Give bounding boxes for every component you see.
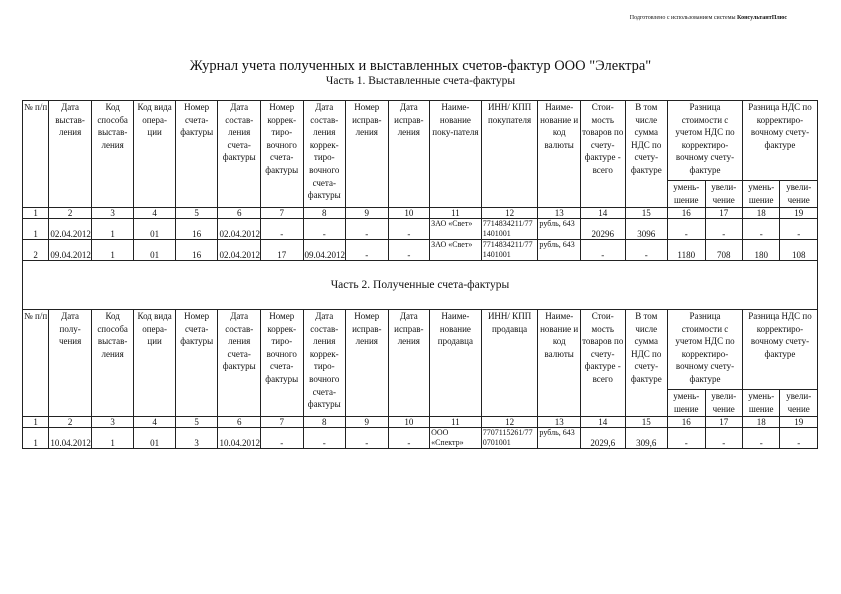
table-cell: 09.04.2012 — [303, 240, 346, 261]
table-cell: 01 — [134, 219, 176, 240]
table-cell: 10.04.2012 — [49, 428, 92, 449]
table-cell: - — [346, 428, 389, 449]
column-number: 5 — [175, 208, 218, 219]
part1-col-header-1: № п/п — [23, 101, 49, 208]
part1-col-header-15: В том числе сумма НДС по счету-фактуре — [625, 101, 668, 208]
table-cell: 20296 — [580, 219, 625, 240]
part2-title-row — [23, 261, 818, 310]
part1-col-header-6: Дата состав-ления счета-фактуры — [218, 101, 261, 208]
table-cell: 1 — [23, 428, 49, 449]
column-number: 15 — [625, 417, 668, 428]
column-number: 7 — [260, 208, 303, 219]
column-number: 4 — [134, 417, 176, 428]
table-cell: - — [346, 219, 389, 240]
column-number: 7 — [260, 417, 303, 428]
part2-col-header-15: В том числе сумма НДС по счету-фактуре — [625, 310, 668, 417]
table-cell: - — [780, 219, 818, 240]
table-cell: 10.04.2012 — [218, 428, 261, 449]
part2-col-header-5: Номер счета-фактуры — [175, 310, 218, 417]
table-cell: 2 — [23, 240, 49, 261]
part1-group-vat-header: Разница НДС по корректиро-вочному счету-фактуре — [742, 101, 817, 181]
part2-col-header-9: Номер исправ-ления — [346, 310, 389, 417]
table-cell: 01 — [134, 240, 176, 261]
table-cell: 02.04.2012 — [218, 219, 261, 240]
table-cell: ЗАО «Свет» — [430, 240, 482, 261]
column-number: 14 — [580, 208, 625, 219]
part2-col-header-4: Код вида опера-ции — [134, 310, 176, 417]
table-cell: - — [346, 240, 389, 261]
column-number: 3 — [91, 417, 134, 428]
column-number: 11 — [430, 208, 482, 219]
table-cell: - — [260, 219, 303, 240]
table-cell: 309,6 — [625, 428, 668, 449]
table-cell: 708 — [705, 240, 742, 261]
part2-col-header-7: Номер коррек-тиро-вочного счета-фактуры — [260, 310, 303, 417]
column-number: 10 — [388, 417, 430, 428]
column-number: 13 — [538, 417, 581, 428]
column-number: 11 — [430, 417, 482, 428]
part1-title: Часть 1. Выставленные счета-фактуры — [325, 75, 516, 87]
part1-col-header-9: Номер исправ-ления — [346, 101, 389, 208]
part2-subheader-2: увели-чение — [705, 390, 742, 417]
table-cell: - — [388, 219, 430, 240]
part1-col-header-10: Дата исправ-ления — [388, 101, 430, 208]
table-row — [23, 219, 818, 240]
table-cell: рубль, 643 — [538, 240, 581, 261]
table-cell: 3 — [175, 428, 218, 449]
part1-header-row — [23, 101, 818, 181]
column-number: 5 — [175, 417, 218, 428]
table-cell: - — [780, 428, 818, 449]
table-cell: 2029,6 — [580, 428, 625, 449]
column-number: 2 — [49, 417, 92, 428]
table-cell: 1 — [23, 219, 49, 240]
table-cell: - — [303, 219, 346, 240]
column-number: 16 — [668, 208, 705, 219]
table-cell: ЗАО «Свет» — [430, 219, 482, 240]
table-cell: 1 — [91, 240, 134, 261]
column-number: 12 — [481, 208, 538, 219]
part2-title: Часть 2. Полученные счета-фактуры — [23, 261, 818, 310]
part2-group-vat-header: Разница НДС по корректиро-вочному счету-фактуре — [742, 310, 817, 390]
column-number: 10 — [388, 208, 430, 219]
table-cell: 7714834211/771401001 — [481, 219, 538, 240]
column-number: 3 — [91, 208, 134, 219]
column-number: 17 — [705, 417, 742, 428]
part1-col-header-11: Наиме-нование поку-пателя — [430, 101, 482, 208]
part1-col-header-2: Дата выстав-ления — [49, 101, 92, 208]
part1-col-header-4: Код вида опера-ции — [134, 101, 176, 208]
column-number: 4 — [134, 208, 176, 219]
table-cell: 7707115261/770701001 — [481, 428, 538, 449]
table-cell: 09.04.2012 — [49, 240, 92, 261]
part2-col-header-6: Дата состав-ления счета-фактуры — [218, 310, 261, 417]
part1-subheader-1: умень-шение — [668, 181, 705, 208]
part1-col-header-14: Стои-мость товаров по счету-фактуре - всего — [580, 101, 625, 208]
part1-col-header-8: Дата состав-ления коррек-тиро-вочного счета-фактуры — [303, 101, 346, 208]
part2-column-number-row — [23, 417, 818, 428]
table-cell: 02.04.2012 — [218, 240, 261, 261]
table-cell: 7714834211/771401001 — [481, 240, 538, 261]
part2-col-header-2: Дата полу-чения — [49, 310, 92, 417]
column-number: 14 — [580, 417, 625, 428]
table-cell: - — [625, 240, 668, 261]
part1-subheader-2: увели-чение — [705, 181, 742, 208]
source-brand: КонсультантПлюс — [737, 15, 787, 21]
table-cell: - — [388, 428, 430, 449]
part2-col-header-14: Стои-мость товаров по счету-фактуре - всего — [580, 310, 625, 417]
part2-header-row — [23, 310, 818, 390]
column-number: 16 — [668, 417, 705, 428]
part1-subheader-3: умень-шение — [742, 181, 779, 208]
table-cell: 3096 — [625, 219, 668, 240]
table-cell: 108 — [780, 240, 818, 261]
part1-subheader-4: увели-чение — [780, 181, 818, 208]
table-cell: - — [260, 428, 303, 449]
table-cell: - — [580, 240, 625, 261]
table-cell: - — [388, 240, 430, 261]
table-cell: - — [705, 428, 742, 449]
column-number: 1 — [23, 417, 49, 428]
part2-subheader-4: увели-чение — [780, 390, 818, 417]
column-number: 18 — [742, 417, 779, 428]
part1-col-header-3: Код способа выстав-ления — [91, 101, 134, 208]
table-cell: рубль, 643 — [538, 428, 581, 449]
part2-col-header-12: ИНН/ КПП продавца — [481, 310, 538, 417]
column-number: 9 — [346, 208, 389, 219]
table-cell: - — [303, 428, 346, 449]
part2-group-cost-header: Разница стоимости с учетом НДС по корректиро-вочному счету-фактуре — [668, 310, 743, 390]
table-cell: 16 — [175, 219, 218, 240]
part2-subheader-3: умень-шение — [742, 390, 779, 417]
column-number: 9 — [346, 417, 389, 428]
journal-title: Журнал учета полученных и выставленных счетов-фактур ООО "Электра" — [189, 58, 652, 74]
table-cell: - — [668, 428, 705, 449]
column-number: 19 — [780, 417, 818, 428]
table-cell: 1 — [91, 219, 134, 240]
column-number: 2 — [49, 208, 92, 219]
part2-col-header-8: Дата состав-ления коррек-тиро-вочного счета-фактуры — [303, 310, 346, 417]
part1-column-number-row — [23, 208, 818, 219]
column-number: 8 — [303, 417, 346, 428]
table-cell: - — [742, 219, 779, 240]
column-number: 19 — [780, 208, 818, 219]
invoice-journal-table — [22, 100, 818, 449]
source-note: Подготовлено с использованием системы КонсультантПлюс — [629, 15, 787, 21]
part2-col-header-13: Наиме-нование и код валюты — [538, 310, 581, 417]
column-number: 13 — [538, 208, 581, 219]
column-number: 17 — [705, 208, 742, 219]
column-number: 6 — [218, 208, 261, 219]
column-number: 12 — [481, 417, 538, 428]
column-number: 1 — [23, 208, 49, 219]
table-row — [23, 428, 818, 449]
table-cell: - — [742, 428, 779, 449]
part2-col-header-1: № п/п — [23, 310, 49, 417]
column-number: 18 — [742, 208, 779, 219]
table-cell: ООО «Спектр» — [430, 428, 482, 449]
table-cell: 17 — [260, 240, 303, 261]
part1-group-cost-header: Разница стоимости с учетом НДС по корректиро-вочному счету-фактуре — [668, 101, 743, 181]
table-cell: - — [705, 219, 742, 240]
table-cell: 1180 — [668, 240, 705, 261]
part1-col-header-5: Номер счета-фактуры — [175, 101, 218, 208]
table-cell: 01 — [134, 428, 176, 449]
part2-col-header-3: Код способа выстав-ления — [91, 310, 134, 417]
part2-col-header-10: Дата исправ-ления — [388, 310, 430, 417]
part1-col-header-12: ИНН/ КПП покупателя — [481, 101, 538, 208]
column-number: 15 — [625, 208, 668, 219]
table-cell: 180 — [742, 240, 779, 261]
table-cell: 02.04.2012 — [49, 219, 92, 240]
table-cell: - — [668, 219, 705, 240]
part2-col-header-11: Наиме-нование продавца — [430, 310, 482, 417]
part1-col-header-13: Наиме-нование и код валюты — [538, 101, 581, 208]
table-cell: рубль, 643 — [538, 219, 581, 240]
part1-col-header-7: Номер коррек-тиро-вочного счета-фактуры — [260, 101, 303, 208]
table-cell: 1 — [91, 428, 134, 449]
column-number: 8 — [303, 208, 346, 219]
table-cell: 16 — [175, 240, 218, 261]
part2-subheader-1: умень-шение — [668, 390, 705, 417]
column-number: 6 — [218, 417, 261, 428]
table-row — [23, 240, 818, 261]
journal-body — [23, 101, 818, 449]
